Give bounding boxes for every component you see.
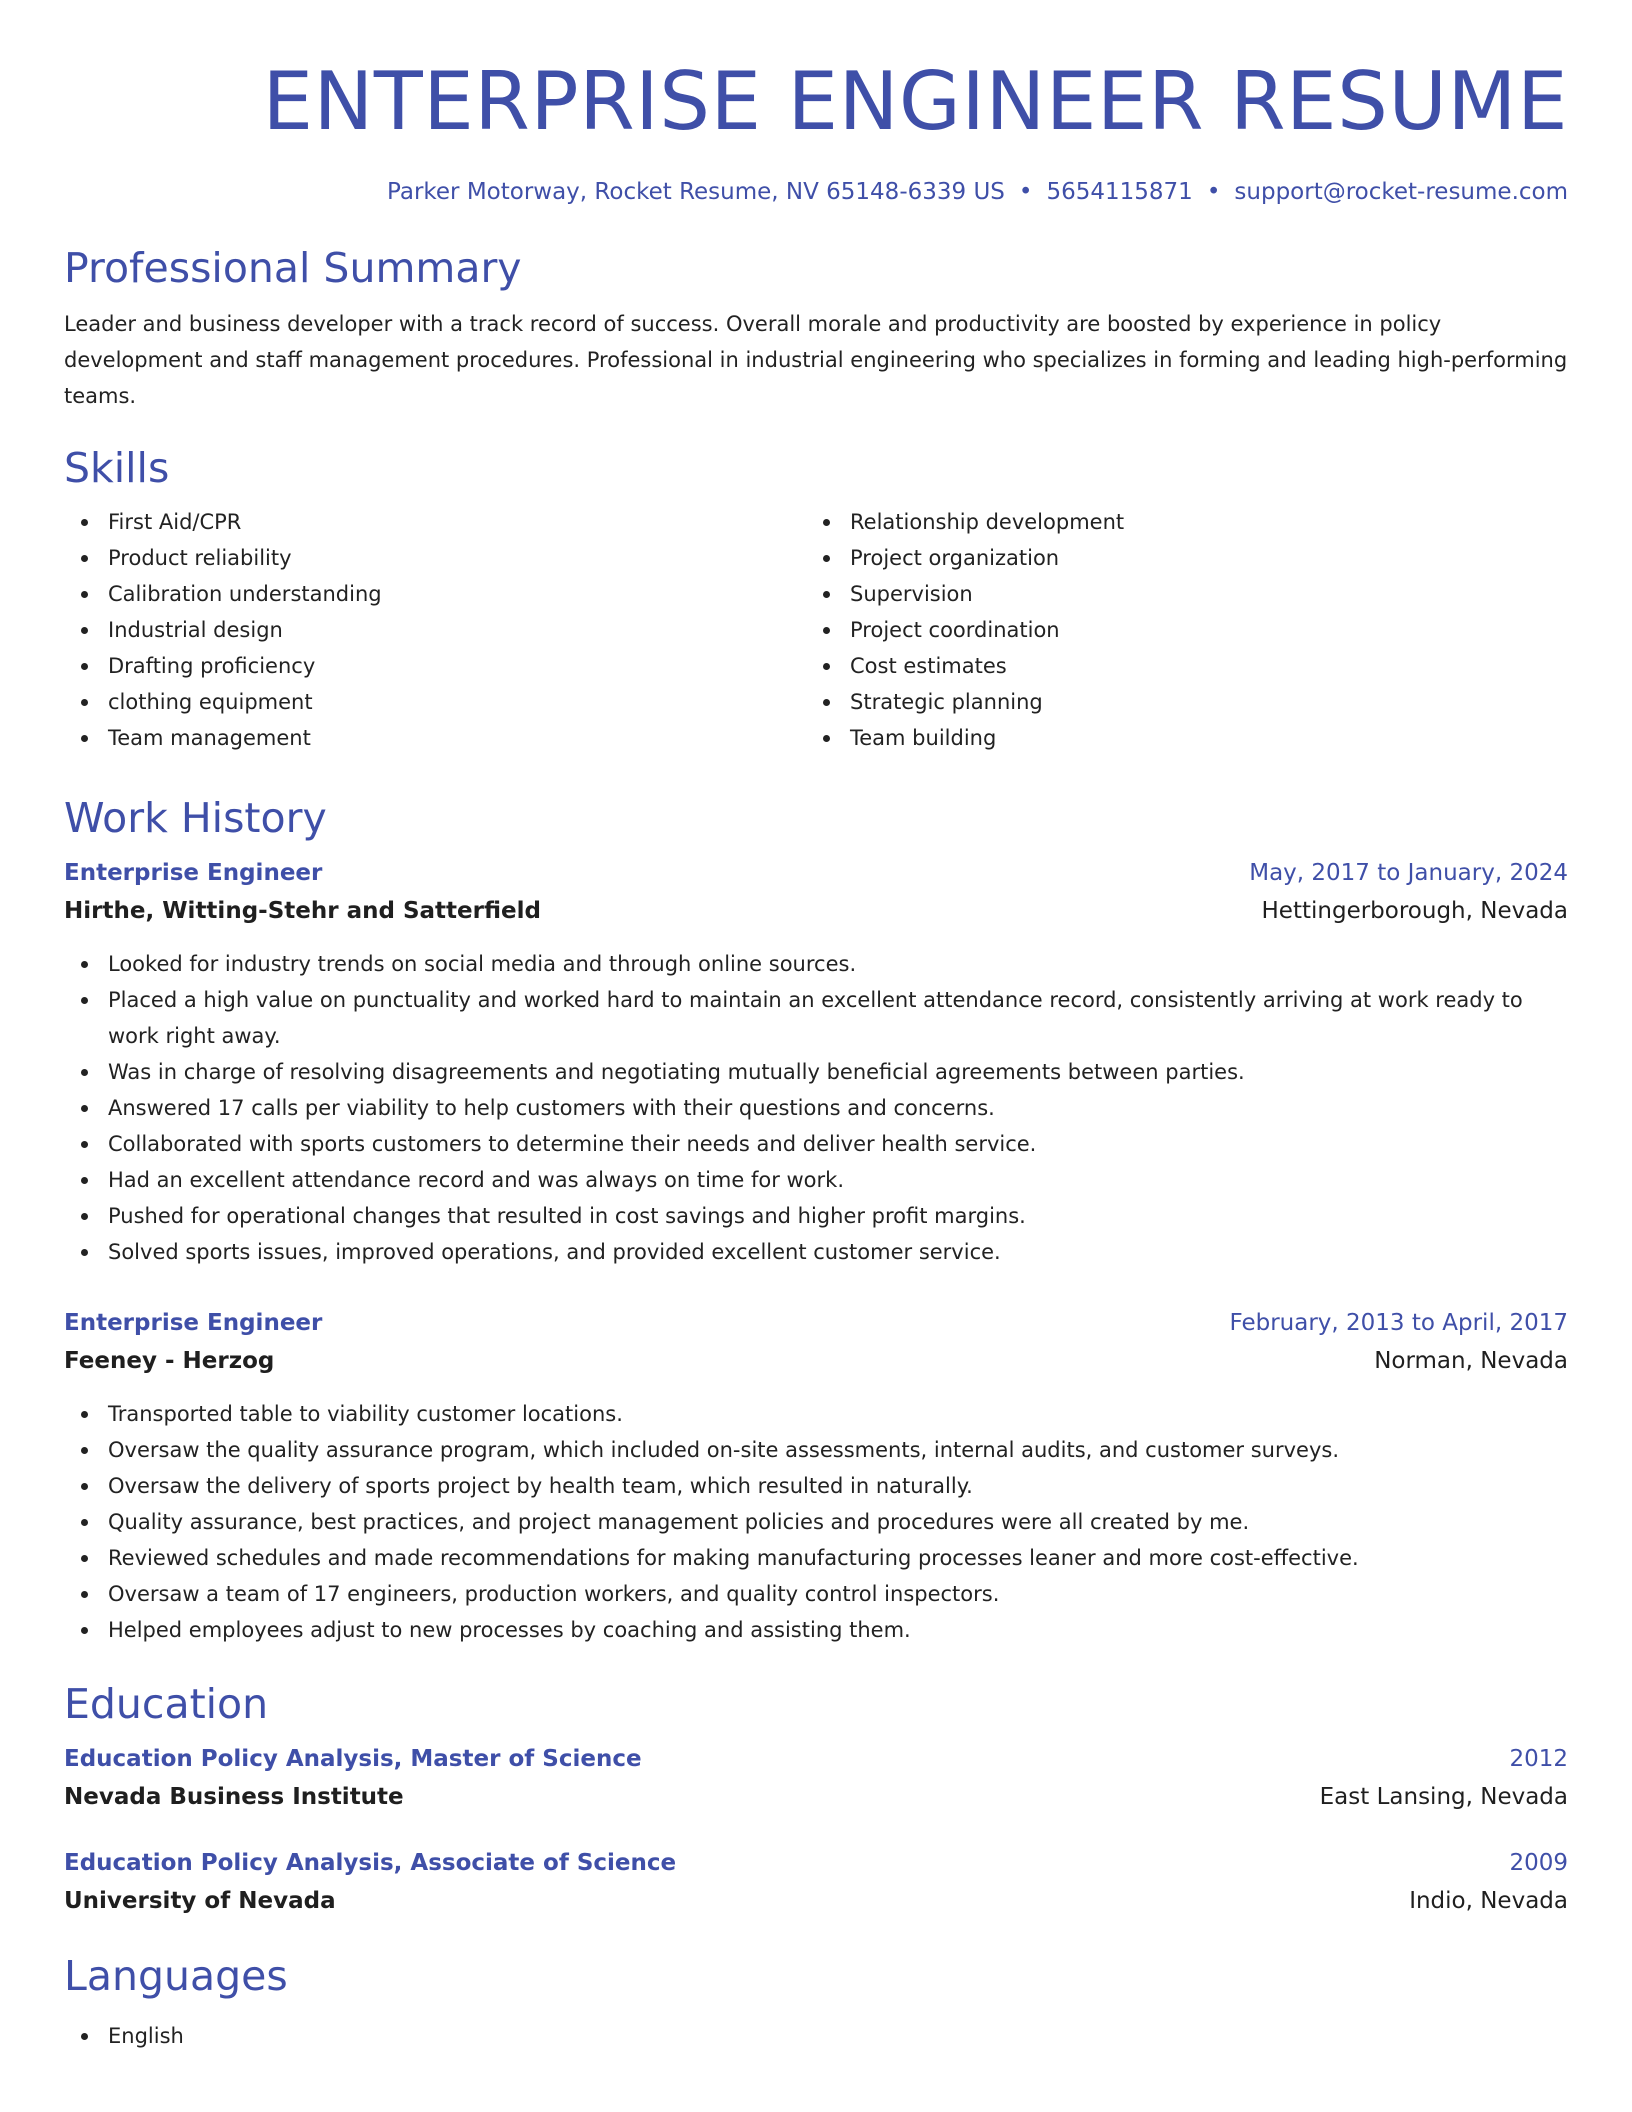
list-item: Cost estimates (806, 648, 1548, 684)
list-item: Solved sports issues, improved operations, and provided excellent customer service. (64, 1234, 1568, 1270)
list-item: Reviewed schedules and made recommendations for making manufacturing processes leaner and more cost-effective. (64, 1540, 1568, 1576)
education-entry (64, 1740, 1568, 1816)
job-location: Norman, Nevada (1374, 1348, 1568, 1374)
list-item: Calibration understanding (64, 576, 806, 612)
list-item: Project coordination (806, 612, 1548, 648)
list-item: Collaborated with sports customers to determine their needs and deliver health service. (64, 1126, 1568, 1162)
job-company: Feeney - Herzog (64, 1348, 275, 1374)
job-entry (64, 854, 1568, 1270)
list-item: Transported table to viability customer locations. (64, 1396, 1568, 1432)
languages-list (64, 2018, 1568, 2054)
list-item: Oversaw the delivery of sports project by health team, which resulted in naturally. (64, 1468, 1568, 1504)
summary-section (64, 242, 1568, 414)
resume-title: ENTERPRISE ENGINEER RESUME (262, 55, 1568, 148)
list-item: Oversaw the quality assurance program, which included on-site assessments, internal audits, and customer surveys. (64, 1432, 1568, 1468)
list-item: Industrial design (64, 612, 806, 648)
skills-left-list (64, 504, 806, 756)
contact-line (64, 178, 1568, 206)
education-degree: Education Policy Analysis, Master of Science (64, 1746, 642, 1772)
contact-separator: • (1206, 179, 1221, 205)
list-item: Had an excellent attendance record and was always on time for work. (64, 1162, 1568, 1198)
list-item: English (64, 2018, 1568, 2054)
summary-heading: Professional Summary (64, 244, 522, 292)
education-location: East Lansing, Nevada (1319, 1784, 1568, 1810)
education-heading: Education (64, 1680, 269, 1728)
list-item: Product reliability (64, 540, 806, 576)
list-item: Quality assurance, best practices, and project management policies and procedures were all created by me. (64, 1504, 1568, 1540)
job-bullets (64, 1396, 1568, 1648)
job-dates: May, 2017 to January, 2024 (1249, 860, 1568, 886)
job-subheader (64, 1342, 1568, 1380)
list-item: Team building (806, 720, 1548, 756)
list-item: Supervision (806, 576, 1548, 612)
list-item: Was in charge of resolving disagreements and negotiating mutually beneficial agreements between parties. (64, 1054, 1568, 1090)
job-dates: February, 2013 to April, 2017 (1229, 1310, 1568, 1336)
job-title: Enterprise Engineer (64, 1310, 323, 1336)
education-header (64, 1844, 1568, 1882)
job-header (64, 854, 1568, 892)
list-item: Answered 17 calls per viability to help customers with their questions and concerns. (64, 1090, 1568, 1126)
list-item: Pushed for operational changes that resulted in cost savings and higher profit margins. (64, 1198, 1568, 1234)
skills-right-list (806, 504, 1548, 756)
skills-heading: Skills (64, 444, 170, 492)
summary-text: Leader and business developer with a track record of success. Overall morale and productivity are boosted by experience in policy development and staff management procedures. Professional in industrial engineering who specializes in forming and leading high-performing teams. (64, 312, 1568, 408)
job-title: Enterprise Engineer (64, 860, 323, 886)
skills-section (64, 442, 1568, 756)
list-item: clothing equipment (64, 684, 806, 720)
job-entry (64, 1304, 1568, 1648)
languages-heading: Languages (64, 1952, 288, 2000)
job-header (64, 1304, 1568, 1342)
education-year: 2009 (1509, 1850, 1568, 1876)
languages-section (64, 1950, 1568, 2054)
contact-address: Parker Motorway, Rocket Resume, NV 65148-6339 US (387, 179, 1005, 205)
skills-columns (64, 504, 1568, 756)
work-history-section (64, 792, 1568, 1648)
list-item: Team management (64, 720, 806, 756)
education-location: Indio, Nevada (1409, 1888, 1568, 1914)
education-school: Nevada Business Institute (64, 1784, 404, 1810)
education-year: 2012 (1509, 1746, 1568, 1772)
education-subheader (64, 1778, 1568, 1816)
list-item: Drafting proficiency (64, 648, 806, 684)
contact-email[interactable]: support@rocket-resume.com (1234, 179, 1568, 205)
contact-phone: 5654115871 (1046, 179, 1193, 205)
list-item: Helped employees adjust to new processes by coaching and assisting them. (64, 1612, 1568, 1648)
education-school: University of Nevada (64, 1888, 336, 1914)
education-degree: Education Policy Analysis, Associate of Science (64, 1850, 677, 1876)
education-header (64, 1740, 1568, 1778)
list-item: Placed a high value on punctuality and worked hard to maintain an excellent attendance record, consistently arriving at work ready to work right away. (64, 982, 1568, 1054)
list-item: Project organization (806, 540, 1548, 576)
job-company: Hirthe, Witting-Stehr and Satterfield (64, 898, 541, 924)
contact-separator: • (1018, 179, 1033, 205)
list-item: Looked for industry trends on social media and through online sources. (64, 946, 1568, 982)
list-item: Strategic planning (806, 684, 1548, 720)
job-bullets (64, 946, 1568, 1270)
education-section (64, 1678, 1568, 1920)
job-subheader (64, 892, 1568, 930)
list-item: First Aid/CPR (64, 504, 806, 540)
work-history-heading: Work History (64, 794, 327, 842)
list-item: Relationship development (806, 504, 1548, 540)
list-item: Oversaw a team of 17 engineers, production workers, and quality control inspectors. (64, 1576, 1568, 1612)
education-subheader (64, 1882, 1568, 1920)
education-entry (64, 1844, 1568, 1920)
job-location: Hettingerborough, Nevada (1261, 898, 1568, 924)
